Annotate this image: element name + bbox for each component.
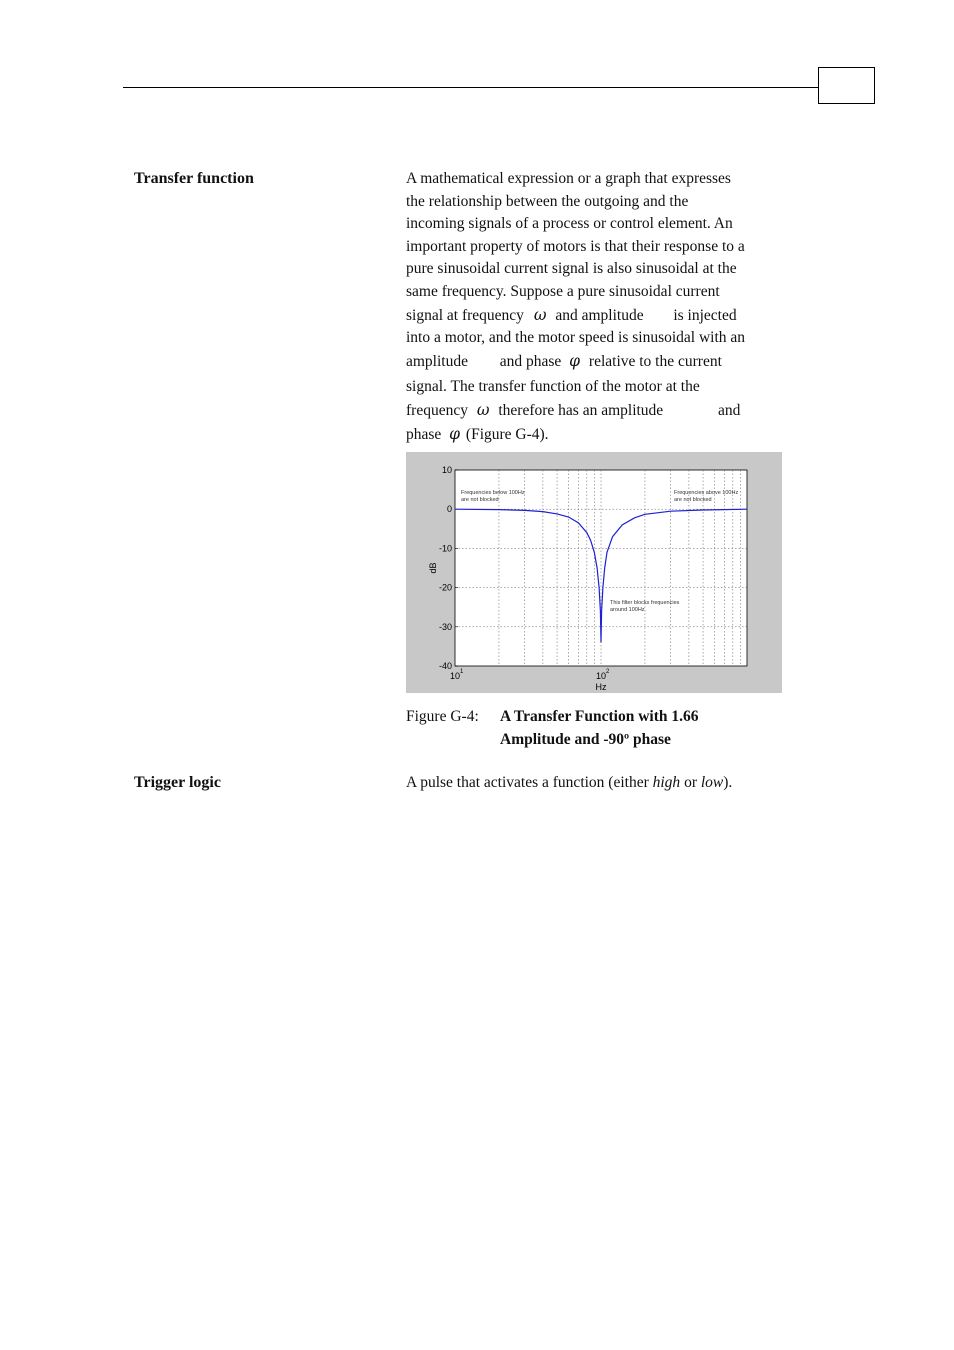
text-span: A pulse that activates a function (either: [406, 774, 653, 791]
text-span: signal at frequency: [406, 306, 524, 324]
y-tick-label: -10: [438, 543, 452, 554]
omega-symbol: ω: [533, 305, 547, 324]
definition-line: incoming signals of a process or control element. An: [406, 215, 733, 233]
x-tick-label: 10: [596, 671, 607, 681]
chart-svg: [406, 452, 782, 693]
text-span: is injected: [673, 306, 737, 324]
definition-line: [406, 350, 816, 374]
y-tick-label: -30: [438, 621, 452, 632]
glossary-definition-transfer-function: [406, 168, 816, 446]
transfer-function-chart: [406, 452, 782, 693]
definition-line: A mathematical expression or a graph that expresses: [406, 170, 731, 187]
header-rule: [123, 87, 819, 88]
chart-annotation: Frequencies below 100Hz: [461, 490, 525, 496]
text-span: ).: [723, 774, 733, 791]
y-tick-label: 10: [441, 465, 452, 475]
chart-annotation: are not blocked: [674, 497, 712, 503]
definition-line: [406, 304, 816, 328]
text-span: phase: [406, 425, 442, 443]
text-span: (Figure G-4).: [465, 425, 549, 443]
text-high: high: [652, 774, 681, 791]
definition-line: the relationship between the outgoing and the: [406, 192, 689, 210]
y-axis-label: dB: [428, 562, 438, 574]
x-axis-label: Hz: [595, 682, 607, 692]
figure-title: [500, 705, 800, 751]
text-span: relative to the current: [588, 352, 722, 370]
definition-line: [406, 423, 816, 447]
chart-annotation: Frequencies above 100Hz: [674, 490, 739, 496]
definition-line: [406, 399, 816, 423]
definition-line: into a motor, and the motor speed is sinusoidal with an: [406, 329, 746, 347]
definition-line: important property of motors is that their response to a: [406, 237, 745, 255]
definition-line: same frequency. Suppose a pure sinusoidal current: [406, 282, 720, 300]
text-span: and phase: [499, 352, 562, 370]
page-number-box: [818, 67, 875, 104]
text-span: amplitude: [406, 352, 468, 370]
text-low: low: [700, 774, 724, 791]
y-tick-label: -20: [438, 582, 452, 593]
figure-title-line: Amplitude and -90º phase: [500, 731, 671, 748]
x-tick-label: 10: [450, 671, 461, 681]
text-span: and amplitude: [555, 306, 644, 324]
y-tick-label: -40: [438, 661, 452, 671]
figure-title-line: A Transfer Function with 1.66: [500, 708, 699, 725]
glossary-term-transfer-function: Transfer function: [134, 170, 254, 187]
text-span: therefore has an amplitude: [498, 401, 664, 419]
text-span: or: [680, 774, 701, 791]
x-tick-exponent: 1: [460, 669, 464, 675]
text-span: and: [717, 401, 741, 419]
y-tick-label: 0: [446, 504, 452, 515]
phi-symbol: φ: [449, 424, 461, 443]
omega-symbol: ω: [476, 400, 490, 419]
chart-annotation: are not blocked: [461, 497, 499, 503]
chart-annotation: This filter blocks frequencies: [610, 600, 680, 606]
glossary-definition-trigger-logic: [406, 772, 816, 795]
definition-line: signal. The transfer function of the motor at the: [406, 378, 700, 396]
phi-symbol: φ: [569, 351, 581, 370]
x-tick-exponent: 2: [606, 669, 610, 675]
figure-number: Figure G-4:: [406, 708, 479, 725]
definition-line: pure sinusoidal current signal is also sinusoidal at the: [406, 260, 737, 278]
glossary-term-trigger-logic: Trigger logic: [134, 774, 221, 791]
chart-annotation: around 100Hz: [610, 607, 645, 613]
text-span: frequency: [406, 401, 468, 419]
